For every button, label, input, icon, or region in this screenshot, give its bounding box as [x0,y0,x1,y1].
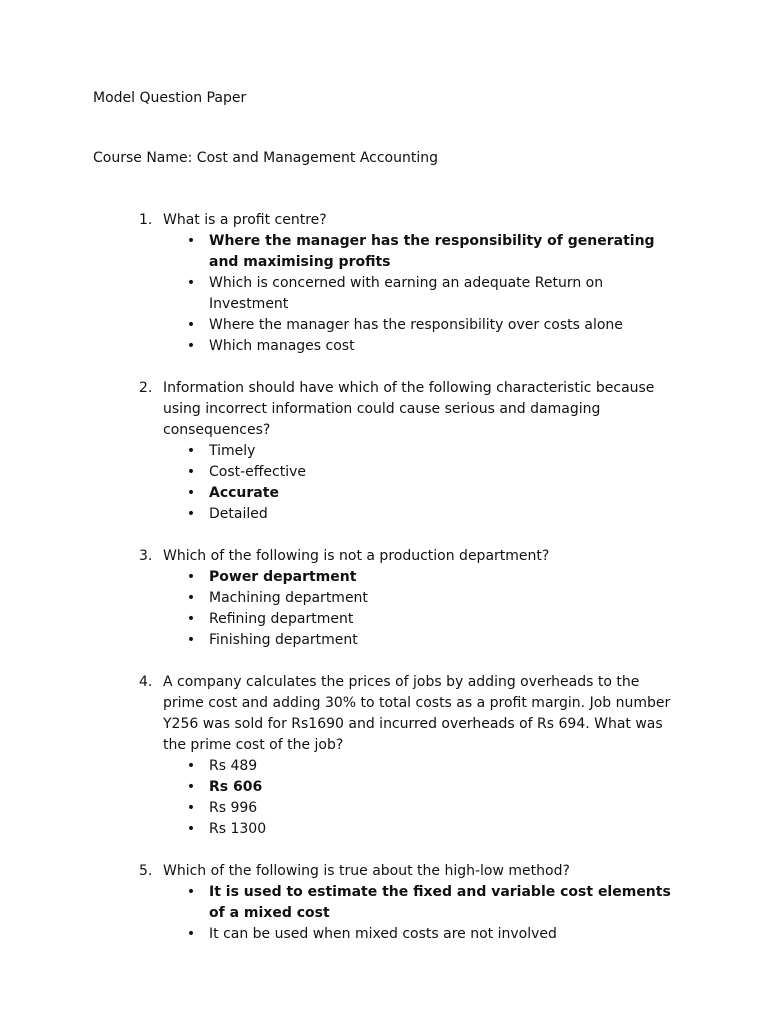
question-item [0,378,768,525]
bullet-icon: • [186,821,196,837]
answer-option [186,798,679,819]
question-item [0,861,768,945]
answer-option-text: Rs 1300 [209,821,267,837]
question-list [0,210,768,966]
question-text: A company calculates the prices of jobs by adding overheads to the prime cost and adding 30% to total costs as a profit margin. Job number Y256 was sold for Rs1690 and incurred overheads of Rs 694. What was the prime cost of the job? [163,674,671,753]
bullet-icon: • [186,569,196,585]
question-text: Which of the following is true about the high-low method? [163,863,570,879]
answer-option-text: Timely [209,443,256,459]
answer-option-text: It can be used when mixed costs are not involved [209,926,557,942]
answer-options [0,882,768,945]
answer-options [0,441,768,525]
bullet-icon: • [186,590,196,606]
answer-option-correct [186,231,679,273]
answer-option [186,441,679,462]
question-number: 1. [139,212,153,228]
bullet-icon: • [186,884,196,900]
answer-option [186,819,679,840]
question-number: 5. [139,863,153,879]
answer-option-correct [186,567,679,588]
answer-option-text: Finishing department [209,632,358,648]
question-number: 4. [139,674,153,690]
answer-option-text: Refining department [209,611,354,627]
document-title: Model Question Paper [93,90,247,106]
bullet-icon: • [186,632,196,648]
question-number: 2. [139,380,153,396]
answer-option-text: Which is concerned with earning an adequate Return on Investment [209,275,604,312]
answer-options [0,756,768,840]
bullet-icon: • [186,485,196,501]
bullet-icon: • [186,464,196,480]
answer-option-text: Where the manager has the responsibility over costs alone [209,317,623,333]
answer-option-text: Machining department [209,590,368,606]
answer-option-text: Cost-effective [209,464,307,480]
answer-option [186,588,679,609]
question-number: 3. [139,548,153,564]
answer-option [186,630,679,651]
answer-option-text: Where the manager has the responsibility of generating and maximising profits [209,233,655,270]
answer-option-text: Detailed [209,506,268,522]
answer-option-text: Power department [209,569,357,585]
bullet-icon: • [186,506,196,522]
answer-option-correct [186,483,679,504]
answer-option-text: Which manages cost [209,338,355,354]
bullet-icon: • [186,275,196,291]
bullet-icon: • [186,611,196,627]
answer-options [0,567,768,651]
question-text: Which of the following is not a production department? [163,548,550,564]
answer-option [186,609,679,630]
question-item [0,546,768,651]
bullet-icon: • [186,800,196,816]
bullet-icon: • [186,926,196,942]
answer-option-text: Rs 489 [209,758,258,774]
question-item [0,210,768,357]
answer-option-text: Rs 606 [209,779,263,795]
question-text: What is a profit centre? [163,212,327,228]
bullet-icon: • [186,443,196,459]
bullet-icon: • [186,338,196,354]
answer-option [186,315,679,336]
answer-options [0,231,768,357]
bullet-icon: • [186,758,196,774]
answer-option [186,924,679,945]
course-name: Course Name: Cost and Management Accounting [93,150,439,166]
answer-option-correct [186,882,679,924]
question-item [0,672,768,840]
answer-option [186,504,679,525]
answer-option-text: Accurate [209,485,279,501]
bullet-icon: • [186,233,196,249]
answer-option-text: Rs 996 [209,800,258,816]
question-text: Information should have which of the following characteristic because using incorrect information could cause serious and damaging consequences? [163,380,655,438]
answer-option [186,336,679,357]
answer-option-text: It is used to estimate the fixed and variable cost elements of a mixed cost [209,884,671,921]
answer-option-correct [186,777,679,798]
answer-option [186,273,679,315]
bullet-icon: • [186,779,196,795]
bullet-icon: • [186,317,196,333]
answer-option [186,756,679,777]
answer-option [186,462,679,483]
